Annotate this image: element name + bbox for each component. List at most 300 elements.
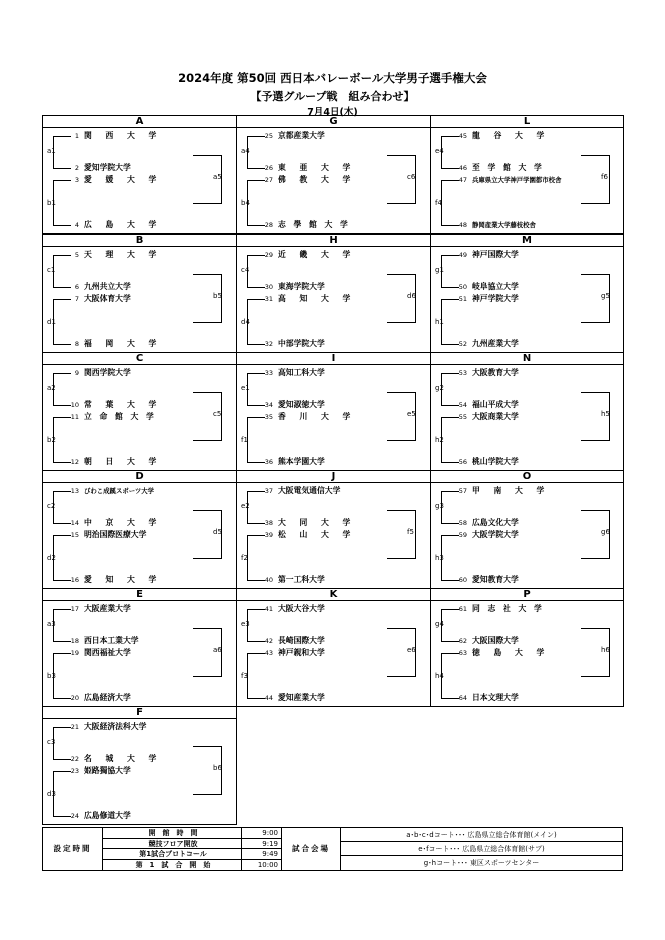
match-label: a2: [47, 384, 56, 392]
team-name: 大阪国際大学: [472, 636, 519, 645]
bracket-line: [193, 274, 221, 275]
group-l: [430, 115, 624, 234]
group-header: A: [43, 116, 236, 128]
team-row: [257, 162, 424, 174]
final-match-label: a5: [213, 173, 222, 181]
team-name: 天 理 大 学: [84, 250, 162, 259]
team-row: [451, 281, 617, 293]
group-h: [236, 234, 431, 353]
bracket-line: [193, 628, 221, 629]
team-number: 46: [458, 164, 467, 172]
team-name: 大阪体育大学: [84, 294, 131, 303]
team-name: 愛知学院大学: [84, 163, 131, 172]
match-label: a4: [241, 147, 250, 155]
team-name: 大阪学院大学: [472, 530, 519, 539]
bracket-line: [247, 698, 265, 699]
team-number: 34: [264, 401, 273, 409]
final-match-label: a6: [213, 646, 222, 654]
bracket-line: [387, 322, 415, 323]
team-row: [63, 219, 230, 231]
bracket-line: [581, 392, 609, 393]
bracket-line: [53, 344, 71, 345]
bracket-line: [441, 225, 459, 226]
bracket-line: [441, 609, 459, 610]
team-number: 38: [264, 519, 273, 527]
team-number: 13: [70, 487, 79, 495]
match-label: g1: [435, 266, 444, 274]
match-label: e3: [241, 620, 250, 628]
team-name: 桃山学院大学: [472, 457, 519, 466]
team-name: 関西福祉大学: [84, 648, 131, 657]
team-name: 関 西 大 学: [84, 131, 162, 140]
group-header: E: [43, 589, 236, 601]
team-row: [63, 810, 230, 822]
schedule-item-label: 第1試合プロトコール: [103, 849, 241, 860]
bracket-line: [581, 628, 609, 629]
team-number: 43: [264, 649, 273, 657]
team-number: 4: [74, 221, 79, 229]
group-m: [430, 234, 624, 353]
group-bracket: [431, 483, 623, 588]
team-row: [63, 647, 230, 659]
team-row: [63, 753, 230, 765]
final-match-label: c5: [213, 410, 222, 418]
team-number: 22: [70, 755, 79, 763]
group-f: [42, 706, 237, 825]
team-number: 6: [74, 283, 79, 291]
team-number: 26: [264, 164, 273, 172]
team-name: 西日本工業大学: [84, 636, 139, 645]
bracket-line: [441, 523, 459, 524]
team-name: 東 亜 大 学: [278, 163, 356, 172]
team-number: 60: [458, 576, 467, 584]
bracket-line: [53, 698, 71, 699]
team-number: 24: [70, 812, 79, 820]
match-label: e1: [241, 384, 250, 392]
team-name: 第一工科大学: [278, 575, 325, 584]
team-row: [63, 293, 230, 305]
team-number: 30: [264, 283, 273, 291]
team-number: 35: [264, 413, 273, 421]
team-name: びわこ成蹊スポーツ大学: [84, 487, 155, 495]
team-name: 福 岡 大 学: [84, 339, 162, 348]
bracket-line: [581, 510, 609, 511]
match-label: e4: [435, 147, 444, 155]
team-name: 中部学院大学: [278, 339, 325, 348]
final-match-label: g5: [601, 292, 610, 300]
schedule-label: 設定時間: [43, 828, 103, 870]
team-number: 5: [74, 251, 79, 259]
team-name: 大阪商業大学: [472, 412, 519, 421]
team-row: [257, 130, 424, 142]
team-number: 9: [74, 369, 79, 377]
bracket-line: [247, 609, 265, 610]
match-label: c3: [47, 738, 56, 746]
bracket-line: [441, 299, 459, 300]
group-header: I: [237, 353, 430, 365]
team-row: [257, 529, 424, 541]
bracket-line: [193, 676, 221, 677]
team-number: 29: [264, 251, 273, 259]
group-a: [42, 115, 237, 234]
team-name: 兵庫県立大学神戸学園都市校舎: [472, 176, 562, 184]
match-label: f2: [241, 554, 248, 562]
team-name: 大 同 大 学: [278, 518, 356, 527]
team-row: [63, 130, 230, 142]
match-label: f3: [241, 672, 248, 680]
schedule-item-label: 開 館 時 間: [103, 828, 241, 839]
schedule-item-time: 9:00: [241, 828, 281, 839]
bracket-line: [387, 676, 415, 677]
team-row: [451, 411, 617, 423]
bracket-line: [247, 491, 265, 492]
team-number: 53: [458, 369, 467, 377]
match-label: b4: [241, 199, 250, 207]
team-name: 立 命 館 大 学: [84, 412, 157, 421]
team-row: [257, 603, 424, 615]
bracket-line: [387, 628, 415, 629]
team-name: 常 葉 大 学: [84, 400, 162, 409]
bracket-line: [581, 676, 609, 677]
bracket-line: [53, 180, 71, 181]
team-number: 62: [458, 637, 467, 645]
team-row: [63, 249, 230, 261]
schedule-item-label: 競技フロア開放: [103, 839, 241, 850]
team-number: 3: [74, 176, 79, 184]
bracket-line: [193, 794, 221, 795]
team-name: 愛知教育大学: [472, 575, 519, 584]
team-row: [257, 338, 424, 350]
team-number: 28: [264, 221, 273, 229]
group-e: [42, 588, 237, 707]
team-name: 愛知産業大学: [278, 693, 325, 702]
match-label: d4: [241, 318, 250, 326]
bracket-line: [247, 523, 265, 524]
bracket-line: [441, 255, 459, 256]
match-label: d2: [47, 554, 56, 562]
group-header: M: [431, 235, 623, 247]
bracket-line: [247, 136, 265, 137]
team-number: 37: [264, 487, 273, 495]
team-row: [257, 249, 424, 261]
group-k: [236, 588, 431, 707]
team-name: 佛 教 大 学: [278, 175, 356, 184]
match-label: c1: [47, 266, 56, 274]
match-label: b2: [47, 436, 56, 444]
team-number: 48: [458, 221, 467, 229]
team-row: [257, 399, 424, 411]
group-c: [42, 352, 237, 471]
bracket-line: [193, 746, 221, 747]
group-bracket: [43, 365, 236, 470]
team-number: 56: [458, 458, 467, 466]
team-row: [63, 485, 230, 497]
venue-label: 試合会場: [281, 828, 341, 870]
bracket-line: [53, 727, 71, 728]
team-row: [63, 456, 230, 468]
bracket-line: [247, 535, 265, 536]
match-label: g4: [435, 620, 444, 628]
team-row: [451, 130, 617, 142]
team-row: [451, 219, 617, 231]
final-match-label: g6: [601, 528, 610, 536]
team-row: [451, 485, 617, 497]
group-bracket: [431, 247, 623, 352]
group-bracket: [43, 483, 236, 588]
team-name: 愛 媛 大 学: [84, 175, 162, 184]
group-header: F: [43, 707, 236, 719]
team-row: [451, 174, 617, 186]
team-number: 61: [458, 605, 467, 613]
bracket-line: [441, 344, 459, 345]
team-row: [257, 219, 424, 231]
bracket-line: [53, 417, 71, 418]
bracket-line: [387, 155, 415, 156]
bracket-line: [609, 155, 610, 204]
team-number: 49: [458, 251, 467, 259]
team-number: 59: [458, 531, 467, 539]
bracket-line: [53, 287, 71, 288]
team-name: 愛知淑徳大学: [278, 400, 325, 409]
team-name: 大阪大谷大学: [278, 604, 325, 613]
team-row: [63, 399, 230, 411]
team-row: [451, 603, 617, 615]
final-match-label: b5: [213, 292, 222, 300]
bracket-line: [581, 155, 609, 156]
team-name: 神戸親和大学: [278, 648, 325, 657]
bracket-line: [441, 491, 459, 492]
group-bracket: [431, 601, 623, 706]
bracket-line: [441, 373, 459, 374]
team-name: 松 山 大 学: [278, 530, 356, 539]
team-number: 55: [458, 413, 467, 421]
match-date: 7月4日(木): [307, 107, 358, 118]
group-d: [42, 470, 237, 589]
bracket-line: [53, 136, 71, 137]
schedule-item-label: 第 1 試 合 開 始: [135, 860, 211, 869]
bracket-line: [247, 417, 265, 418]
bracket-line: [247, 255, 265, 256]
team-number: 64: [458, 694, 467, 702]
team-number: 23: [70, 767, 79, 775]
final-match-label: h5: [601, 410, 610, 418]
bracket-line: [581, 322, 609, 323]
bracket-line: [247, 168, 265, 169]
team-row: [257, 574, 424, 586]
team-number: 52: [458, 340, 467, 348]
match-label: d1: [47, 318, 56, 326]
team-name: 至 学 館 大 学: [472, 163, 545, 172]
team-name: 高 知 大 学: [278, 294, 356, 303]
match-label: d3: [47, 790, 56, 798]
team-row: [63, 411, 230, 423]
team-row: [63, 603, 230, 615]
group-header: N: [431, 353, 623, 365]
final-match-label: f6: [601, 173, 608, 181]
bracket-line: [441, 180, 459, 181]
bracket-line: [441, 698, 459, 699]
bracket-line: [53, 816, 71, 817]
group-n: [430, 352, 624, 471]
venue-item: g･hコート･･･ 東区スポーツセンター: [423, 859, 540, 867]
team-name: 志 學 館 大 学: [278, 220, 351, 229]
team-row: [451, 338, 617, 350]
team-row: [451, 692, 617, 704]
group-bracket: [43, 719, 236, 824]
team-number: 25: [264, 132, 273, 140]
team-row: [63, 692, 230, 704]
team-name: 静岡産業大学藤枝校舎: [472, 221, 536, 229]
bracket-line: [441, 405, 459, 406]
match-label: f4: [435, 199, 442, 207]
bracket-line: [53, 491, 71, 492]
bracket-line: [441, 287, 459, 288]
tournament-title: 2024年度 第50回 西日本バレーボール大学男子選手権大会: [178, 71, 487, 85]
group-header: C: [43, 353, 236, 365]
bracket-line: [53, 373, 71, 374]
team-number: 41: [264, 605, 273, 613]
bracket-line: [415, 510, 416, 559]
group-header: J: [237, 471, 430, 483]
team-row: [63, 529, 230, 541]
team-row: [257, 485, 424, 497]
match-label: b3: [47, 672, 56, 680]
match-label: h1: [435, 318, 444, 326]
schedule-item-time: 9:49: [241, 849, 281, 860]
team-name: 龍 谷 大 学: [472, 131, 550, 140]
team-name: 愛 知 大 学: [84, 575, 162, 584]
bracket-line: [441, 417, 459, 418]
group-bracket: [237, 247, 430, 352]
match-label: c4: [241, 266, 250, 274]
final-match-label: h6: [601, 646, 610, 654]
bracket-line: [53, 299, 71, 300]
team-row: [451, 529, 617, 541]
bracket-line: [387, 392, 415, 393]
group-header: L: [431, 116, 623, 128]
team-row: [451, 293, 617, 305]
team-row: [63, 721, 230, 733]
bracket-line: [53, 225, 71, 226]
team-row: [257, 517, 424, 529]
team-row: [63, 635, 230, 647]
bracket-line: [441, 653, 459, 654]
bracket-line: [387, 203, 415, 204]
group-g: [236, 115, 431, 234]
bracket-line: [247, 287, 265, 288]
bracket-line: [247, 373, 265, 374]
team-name: 大阪産業大学: [84, 604, 131, 613]
team-number: 44: [264, 694, 273, 702]
team-number: 8: [74, 340, 79, 348]
match-label: c2: [47, 502, 56, 510]
team-name: 香 川 大 学: [278, 412, 356, 421]
team-number: 32: [264, 340, 273, 348]
match-label: g3: [435, 502, 444, 510]
bracket-line: [247, 653, 265, 654]
team-row: [63, 174, 230, 186]
bracket-line: [53, 653, 71, 654]
match-label: h2: [435, 436, 444, 444]
bracket-line: [247, 405, 265, 406]
match-label: e2: [241, 502, 250, 510]
team-row: [257, 411, 424, 423]
group-b: [42, 234, 237, 353]
group-header: B: [43, 235, 236, 247]
team-number: 17: [70, 605, 79, 613]
bracket-line: [247, 180, 265, 181]
team-row: [451, 635, 617, 647]
team-row: [451, 399, 617, 411]
team-row: [257, 174, 424, 186]
team-row: [63, 765, 230, 777]
schedule-item-time: 10:00: [241, 860, 281, 871]
team-row: [257, 281, 424, 293]
group-p: [430, 588, 624, 707]
bracket-line: [581, 440, 609, 441]
group-header: G: [237, 116, 430, 128]
bracket-line: [193, 322, 221, 323]
bracket-line: [193, 203, 221, 204]
team-name: 九州産業大学: [472, 339, 519, 348]
team-row: [63, 574, 230, 586]
team-number: 33: [264, 369, 273, 377]
bracket-line: [441, 580, 459, 581]
bracket-line: [53, 641, 71, 642]
team-row: [451, 574, 617, 586]
team-name: 岐阜協立大学: [472, 282, 519, 291]
group-bracket: [431, 128, 623, 233]
team-row: [257, 692, 424, 704]
team-row: [257, 647, 424, 659]
bracket-line: [53, 580, 71, 581]
team-number: 31: [264, 295, 273, 303]
group-bracket: [431, 365, 623, 470]
team-name: 中 京 大 学: [84, 518, 162, 527]
team-number: 15: [70, 531, 79, 539]
bracket-line: [247, 344, 265, 345]
team-name: 甲 南 大 学: [472, 486, 550, 495]
bracket-line: [247, 299, 265, 300]
bracket-line: [387, 510, 415, 511]
venue-item: e･fコート･･･ 広島県立総合体育館(サブ): [341, 842, 622, 856]
team-name: 大阪電気通信大学: [278, 486, 341, 495]
team-name: 長崎国際大学: [278, 636, 325, 645]
venue-item: a･b･c･dコート･･･ 広島県立総合体育館(メイン): [341, 828, 622, 842]
bracket-line: [441, 535, 459, 536]
match-label: a1: [47, 147, 56, 155]
team-number: 40: [264, 576, 273, 584]
team-name: 広島修道大学: [84, 811, 131, 820]
team-name: 姫路獨協大学: [84, 766, 131, 775]
team-number: 27: [264, 176, 273, 184]
team-row: [257, 456, 424, 468]
team-name: 広島文化大学: [472, 518, 519, 527]
final-match-label: e6: [407, 646, 416, 654]
group-bracket: [43, 247, 236, 352]
bracket-line: [53, 759, 71, 760]
team-number: 19: [70, 649, 79, 657]
team-row: [451, 162, 617, 174]
final-match-label: d5: [213, 528, 222, 536]
team-number: 12: [70, 458, 79, 466]
bracket-subtitle: 【予選グループ戦 組み合わせ】: [250, 90, 415, 103]
group-bracket: [237, 483, 430, 588]
team-number: 47: [458, 176, 467, 184]
team-number: 42: [264, 637, 273, 645]
bracket-line: [581, 203, 609, 204]
team-row: [451, 456, 617, 468]
